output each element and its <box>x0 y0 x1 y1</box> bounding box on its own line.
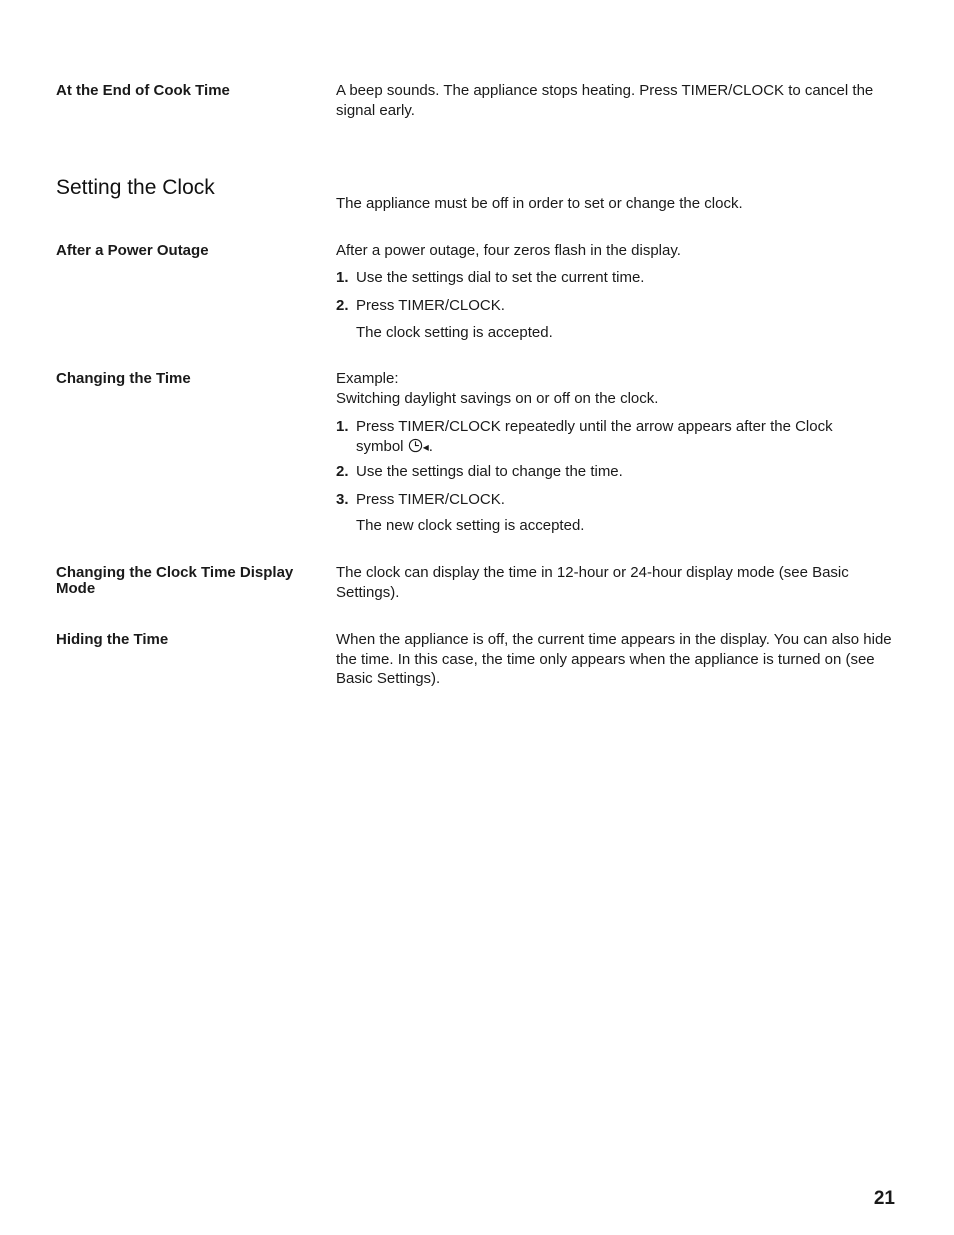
changing-time-label: Changing the Time <box>56 370 191 387</box>
hiding-time-text: When the appliance is off, the current time appears in the display. You can also hide the time. In this case, the time only appears when the appliance is turned on (see Basic Settings). <box>336 631 892 687</box>
step-number: 2. <box>336 297 349 314</box>
clock-icon <box>408 438 423 453</box>
hiding-time-label: Hiding the Time <box>56 631 169 648</box>
page-number: 21 <box>873 1188 895 1209</box>
changing-time-example <box>336 369 902 408</box>
step-number: 1. <box>336 418 349 435</box>
changing-time-step-2 <box>336 462 856 482</box>
step-number: 1. <box>336 269 349 286</box>
setting-clock-intro: The appliance must be off in order to set or change the clock. <box>336 195 743 212</box>
example-text: Switching daylight savings on or off on the clock. <box>336 389 659 407</box>
power-outage-result: The clock setting is accepted. <box>356 324 553 341</box>
example-label: Example: <box>336 370 399 387</box>
step-number: 3. <box>336 491 349 508</box>
step-text <box>356 417 856 457</box>
changing-time-result: The new clock setting is accepted. <box>356 517 585 534</box>
power-outage-label: After a Power Outage <box>56 242 209 259</box>
changing-time-step-3 <box>336 490 856 510</box>
power-outage-step-1 <box>336 268 856 288</box>
step-text: Press TIMER/CLOCK. <box>356 491 505 508</box>
step-text-after-icon: . <box>428 437 433 455</box>
changing-time-step-1 <box>336 417 856 457</box>
section-title-setting-clock: Setting the Clock <box>56 176 215 199</box>
power-outage-text: After a power outage, four zeros flash in the display. <box>336 242 681 259</box>
step-text: Press TIMER/CLOCK. <box>356 297 505 314</box>
step-text: Use the settings dial to set the current time. <box>356 269 645 286</box>
step-text: Use the settings dial to change the time. <box>356 463 623 480</box>
clock-display-mode-label: Changing the Clock Time Display Mode <box>56 564 294 597</box>
end-cook-time-label: At the End of Cook Time <box>56 82 230 99</box>
step-text-before-icon: Press TIMER/CLOCK repeatedly until the arrow appears after the Clock symbol <box>356 418 833 455</box>
step-number: 2. <box>336 463 349 480</box>
end-cook-time-text: A beep sounds. The appliance stops heating. Press TIMER/CLOCK to cancel the signal early. <box>336 82 874 119</box>
arrow-left-icon: ◂ <box>422 439 429 454</box>
clock-display-mode-text: The clock can display the time in 12-hour or 24-hour display mode (see Basic Settings). <box>336 564 849 601</box>
power-outage-step-2 <box>336 296 856 316</box>
